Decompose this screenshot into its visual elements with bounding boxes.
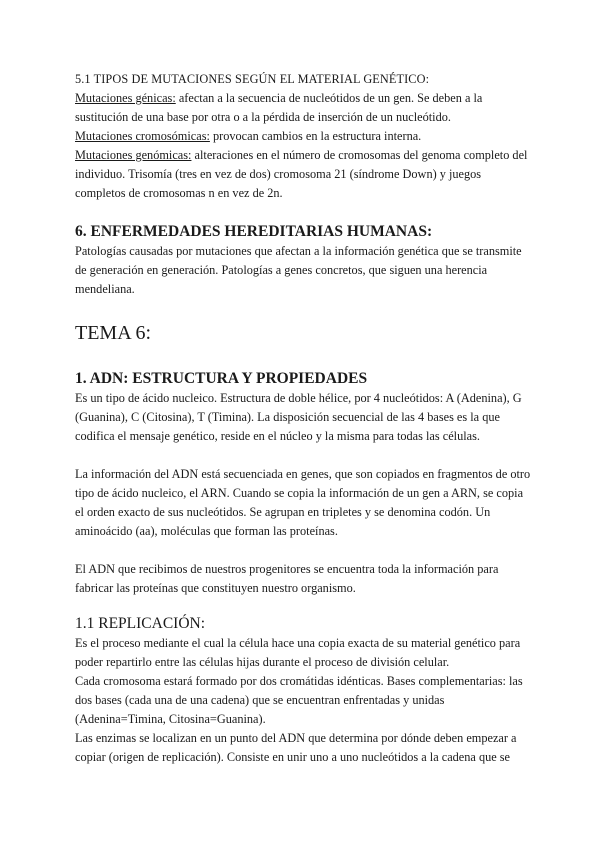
mutaciones-genomicas bbox=[75, 146, 533, 203]
mutaciones-cromosomicas-label: Mutaciones cromosómicas: bbox=[75, 129, 210, 143]
mutaciones-genicas-label: Mutaciones génicas: bbox=[75, 91, 176, 105]
mutaciones-genomicas-text: alteraciones en el número de cromosomas del genoma completo del individuo. Trisomía (tres en vez de dos) cromosoma 21 (síndrome Down) y juegos completos de cromosomas n en vez de 2n. bbox=[75, 148, 528, 200]
adn-paragraph-1: Es un tipo de ácido nucleico. Estructura de doble hélice, por 4 nucleótidos: A (Adenina), G (Guanina), C (Citosina), T (Timina). La disposición secuencial de las 4 bases es la que codifica el mensaje genético, reside en el núcleo y la misma para todas las células. bbox=[75, 391, 522, 443]
section-5-1-heading: 5.1 TIPOS DE MUTACIONES SEGÚN EL MATERIAL GENÉTICO: bbox=[75, 72, 430, 86]
adn-heading: 1. ADN: ESTRUCTURA Y PROPIEDADES bbox=[75, 370, 368, 387]
document-page bbox=[75, 70, 533, 767]
replicacion-paragraph-2: Cada cromosoma estará formado por dos cromátidas idénticas. Bases complementarias: las dos bases (cada una de una cadena) que se encuentran enfrentadas y unidas (Adenina=Timina, Citosina=Guanina). bbox=[75, 674, 523, 726]
adn-paragraph-2: La información del ADN está secuenciada en genes, que son copiados en fragmentos de otro tipo de ácido nucleico, el ARN. Cuando se copia la información de un gen a ARN, se copia el orden exacto de sus nucleótidos. Se agrupan en tripletes y se denomina codón. Un aminoácido (aa), moléculas que forman las proteínas. bbox=[75, 467, 531, 538]
replicacion-paragraph-3: Las enzimas se localizan en un punto del ADN que determina por dónde deben empezar a copiar (origen de replicación). Consiste en unir uno a uno nucleótidos a la cadena que se bbox=[75, 731, 517, 764]
mutaciones-genicas-text: afectan a la secuencia de nucleótidos de un gen. Se deben a la sustitución de una base por otra o a la pérdida de inserción de un nucleótido. bbox=[75, 91, 483, 124]
mutaciones-cromosomicas-text: provocan cambios en la estructura interna. bbox=[209, 129, 422, 143]
mutaciones-cromosomicas bbox=[75, 127, 533, 146]
mutaciones-genicas bbox=[75, 89, 533, 127]
section-6-heading: 6. ENFERMEDADES HEREDITARIAS HUMANAS: bbox=[75, 223, 433, 240]
replicacion-heading: 1.1 REPLICACIÓN: bbox=[75, 615, 206, 632]
adn-paragraph-3: El ADN que recibimos de nuestros progenitores se encuentra toda la información para fabricar las proteínas que constituyen nuestro organismo. bbox=[75, 562, 499, 595]
replicacion-paragraph-1: Es el proceso mediante el cual la célula hace una copia exacta de su material genético para poder repartirlo entre las células hijas durante el proceso de división celular. bbox=[75, 636, 521, 669]
mutaciones-genomicas-label: Mutaciones genómicas: bbox=[75, 148, 192, 162]
tema-title: TEMA 6: bbox=[75, 322, 152, 344]
section-6-text: Patologías causadas por mutaciones que afectan a la información genética que se transmite de generación en generación. Patologías a genes concretos, que siguen una herencia mendeliana. bbox=[75, 244, 522, 296]
